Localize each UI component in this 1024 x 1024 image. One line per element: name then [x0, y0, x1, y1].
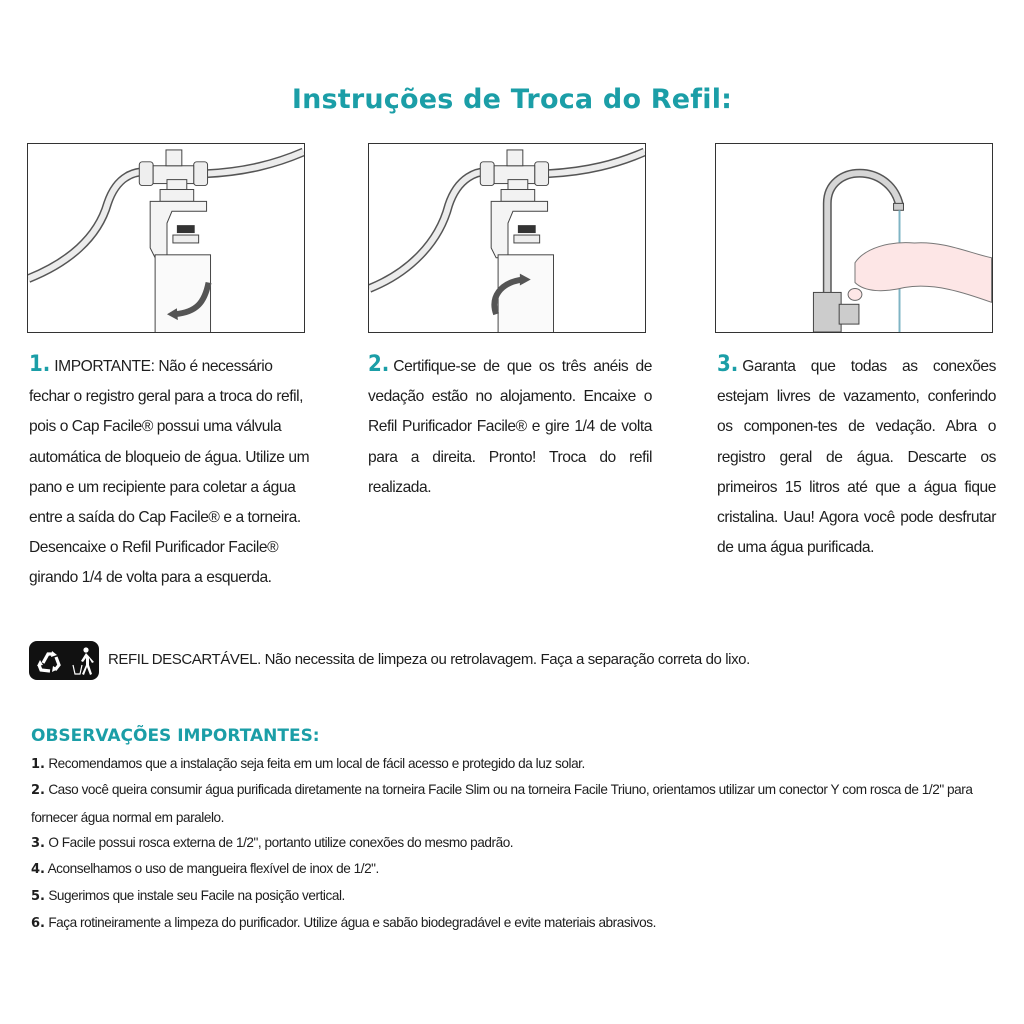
- page-title: Instruções de Troca do Refil:: [291, 84, 733, 115]
- step-description: Certifique-se de que os três anéis de vedação estão no alojamento. Encaixe o Refil Purificador Facile® e gire 1/4 de volta para a direita. Pronto! Troca do refil realizada.: [368, 358, 652, 496]
- observation-text: Aconselhamos o uso de mangueira flexível de inox de 1/2".: [47, 861, 379, 876]
- observation-item: [31, 751, 1001, 779]
- observation-text: Sugerimos que instale seu Facile na posição vertical.: [48, 888, 345, 903]
- observation-number: 6.: [31, 916, 45, 931]
- step-1-text: [29, 350, 315, 594]
- observation-text: Caso você queira consumir água purificada diretamente na torneira Facile Slim ou na torneira Facile Triuno, orientamos utilizar um conector Y com rosca de 1/2" para fornecer água normal em paralelo.: [31, 782, 973, 825]
- step-description: Garanta que todas as conexões estejam livres de vazamento, conferindo os componen-tes de vedação. Abra o registro geral de água. Descarte os primeiros 15 litros até que a água fique cristalina. Uau! Agora você pode desfrutar de uma água purificada.: [717, 358, 996, 557]
- step-1-illustration: [27, 143, 305, 333]
- observation-number: 1.: [31, 757, 45, 772]
- observation-item: [31, 830, 1001, 858]
- observation-text: Faça rotineiramente a limpeza do purificador. Utilize água e sabão biodegradável e evite materiais abrasivos.: [48, 915, 656, 930]
- observation-number: 4.: [31, 862, 45, 877]
- disposal-text: REFIL DESCARTÁVEL. Não necessita de limpeza ou retrolavagem. Faça a separação correta do lixo.: [108, 651, 750, 668]
- step-description: IMPORTANTE: Não é necessário fechar o registro geral para a troca do refil, pois o Cap Facile® possui uma válvula automática de bloqueio de água. Utilize um pano e um recipiente para coletar a água entre a saída do Cap Facile® e a torneira. Desencaixe o Refil Purificador Facile® girando 1/4 de volta para a esquerda.: [29, 358, 310, 587]
- observation-text: O Facile possui rosca externa de 1/2", portanto utilize conexões do mesmo padrão.: [48, 835, 514, 850]
- observation-item: [31, 910, 1001, 938]
- trash-person-icon: [29, 641, 99, 680]
- step-number: 2.: [368, 352, 390, 377]
- observation-item: [31, 777, 1001, 831]
- step-2-illustration: [368, 143, 646, 333]
- observations-title: OBSERVAÇÕES IMPORTANTES:: [31, 726, 320, 746]
- filter-unscrew-left-illustration: [28, 144, 304, 332]
- step-3-text: [717, 350, 996, 563]
- filter-screw-right-illustration: [369, 144, 645, 332]
- observation-item: [31, 883, 1001, 911]
- disposal-badge: [29, 641, 99, 680]
- step-number: 3.: [717, 352, 739, 377]
- observation-number: 2.: [31, 783, 45, 798]
- observation-number: 3.: [31, 836, 45, 851]
- step-2-text: [368, 350, 652, 503]
- step-3-illustration: [715, 143, 993, 333]
- observation-number: 5.: [31, 889, 45, 904]
- step-number: 1.: [29, 352, 51, 377]
- observation-item: [31, 856, 1001, 884]
- faucet-hand-illustration: [716, 144, 992, 332]
- observation-text: Recomendamos que a instalação seja feita em um local de fácil acesso e protegido da luz solar.: [48, 756, 585, 771]
